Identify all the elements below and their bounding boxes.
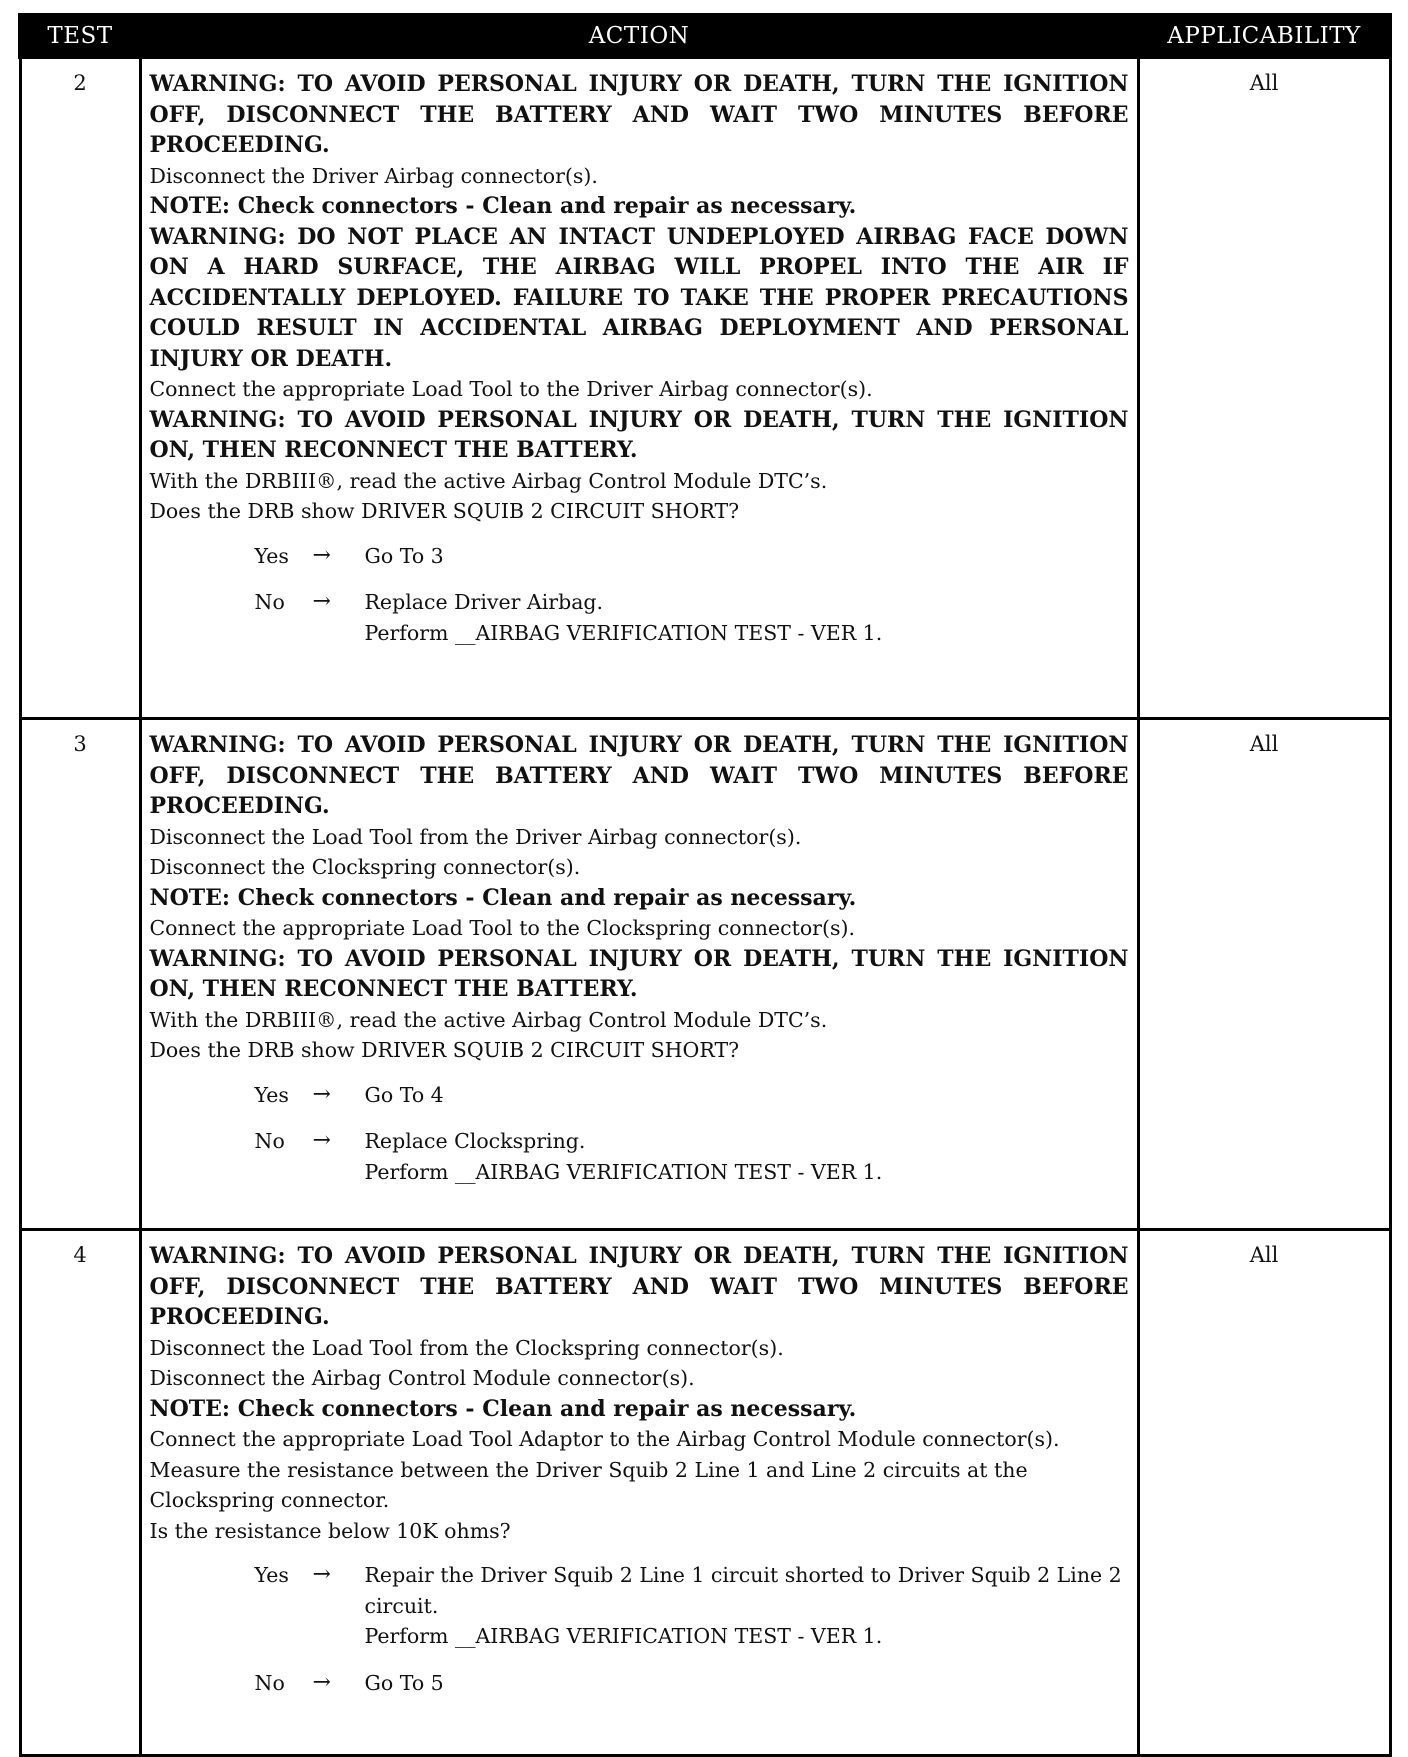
answer-result-line: Go To 3 <box>364 543 444 568</box>
answer-result-line: Replace Clockspring. <box>364 1129 586 1153</box>
table-row <box>20 57 1390 719</box>
answer-item <box>255 1080 1129 1111</box>
answer-label: Yes <box>254 543 289 568</box>
answer-label: No <box>254 1129 285 1153</box>
warning-text: WARNING: TO AVOID PERSONAL INJURY OR DEATH, TURN THE IGNITION ON, THEN RECONNECT THE BATTERY. <box>149 406 1129 463</box>
header-action: ACTION <box>140 15 1138 57</box>
instruction-text: Disconnect the Load Tool from the Clockspring connector(s). <box>149 1335 784 1360</box>
instruction-text: Connect the appropriate Load Tool to the Clockspring connector(s). <box>149 916 856 940</box>
answer-list <box>150 541 1129 649</box>
answer-result <box>365 1560 1129 1652</box>
note-text: NOTE: Check connectors - Clean and repair as necessary. <box>149 1395 857 1422</box>
arrow-right-icon: → <box>312 589 331 614</box>
warning-text: WARNING: DO NOT PLACE AN INTACT UNDEPLOYED AIRBAG FACE DOWN ON A HARD SURFACE, THE AIRBAG WILL PROPEL INTO THE AIR IF ACCIDENTALLY DEPLOYED. FAILURE TO TAKE THE PROPER PRECAUTIONS COULD RESULT IN ACCIDENTAL AIRBAG DEPLOYMENT AND PERSONAL INJURY OR DEATH. <box>149 223 1129 372</box>
answer-result-line: Perform __AIRBAG VERIFICATION TEST - VER 1. <box>364 1159 883 1184</box>
arrow-right-icon: → <box>312 1562 331 1587</box>
answer-item <box>255 1668 1129 1699</box>
arrow-right-icon: → <box>312 542 331 568</box>
instruction-text: Is the resistance below 10K ohms? <box>149 1518 511 1543</box>
answer-result <box>365 587 1129 648</box>
answer-item <box>255 587 1129 648</box>
applicability-value: All <box>1138 719 1390 1230</box>
applicability-value: All <box>1138 1230 1390 1756</box>
answer-result <box>365 541 1129 572</box>
answer-item <box>255 1126 1129 1187</box>
warning-text: WARNING: TO AVOID PERSONAL INJURY OR DEATH, TURN THE IGNITION OFF, DISCONNECT THE BATTERY AND WAIT TWO MINUTES BEFORE PROCEEDING. <box>149 1243 1129 1330</box>
answer-result-line: Go To 5 <box>364 1670 444 1695</box>
header-test: TEST <box>20 15 140 57</box>
instruction-text: With the DRBIII®, read the active Airbag Control Module DTC’s. <box>149 468 828 493</box>
instruction-text: Connect the appropriate Load Tool to the Driver Airbag connector(s). <box>149 377 873 401</box>
instruction-text: Disconnect the Load Tool from the Driver Airbag connector(s). <box>149 824 802 849</box>
answer-result <box>365 1668 1129 1699</box>
action-cell <box>140 57 1138 719</box>
arrow-right-icon: → <box>312 1128 331 1153</box>
answer-label: Yes <box>254 1082 289 1107</box>
answer-result <box>365 1126 1129 1187</box>
answer-list <box>150 1560 1129 1698</box>
answer-label: No <box>254 590 285 614</box>
note-text: NOTE: Check connectors - Clean and repair as necessary. <box>149 193 857 219</box>
test-number: 4 <box>20 1230 140 1756</box>
action-cell <box>140 1230 1138 1756</box>
instruction-text: Disconnect the Driver Airbag connector(s). <box>149 163 598 188</box>
answer-result-line: Go To 4 <box>364 1082 444 1107</box>
table-row <box>20 1230 1390 1756</box>
warning-text: WARNING: TO AVOID PERSONAL INJURY OR DEATH, TURN THE IGNITION ON, THEN RECONNECT THE BATTERY. <box>149 945 1129 1002</box>
arrow-right-icon: → <box>312 1669 331 1695</box>
instruction-text: Disconnect the Airbag Control Module connector(s). <box>149 1366 695 1390</box>
answer-item <box>255 541 1129 572</box>
answer-label: No <box>254 1670 285 1695</box>
instruction-text: Measure the resistance between the Driver Squib 2 Line 1 and Line 2 circuits at the Clockspring connector. <box>149 1457 1028 1512</box>
arrow-right-icon: → <box>312 1081 331 1107</box>
instruction-text: Disconnect the Clockspring connector(s). <box>149 855 581 879</box>
answer-item <box>255 1560 1129 1652</box>
answer-result <box>365 1080 1129 1111</box>
instruction-text: With the DRBIII®, read the active Airbag Control Module DTC’s. <box>149 1007 828 1032</box>
header-applicability: APPLICABILITY <box>1138 15 1390 57</box>
diagnostic-table <box>18 13 1392 1757</box>
table-row <box>20 719 1390 1230</box>
table-header <box>20 15 1390 57</box>
warning-text: WARNING: TO AVOID PERSONAL INJURY OR DEATH, TURN THE IGNITION OFF, DISCONNECT THE BATTERY AND WAIT TWO MINUTES BEFORE PROCEEDING. <box>149 71 1129 158</box>
action-cell <box>140 719 1138 1230</box>
note-text: NOTE: Check connectors - Clean and repair as necessary. <box>149 884 857 911</box>
instruction-text: Does the DRB show DRIVER SQUIB 2 CIRCUIT SHORT? <box>149 1038 740 1062</box>
instruction-text: Does the DRB show DRIVER SQUIB 2 CIRCUIT SHORT? <box>149 499 740 523</box>
test-number: 2 <box>20 57 140 719</box>
answer-list <box>150 1080 1129 1188</box>
table-body <box>20 57 1390 1756</box>
answer-result-line: Perform __AIRBAG VERIFICATION TEST - VER 1. <box>364 620 883 645</box>
answer-result-line: Perform __AIRBAG VERIFICATION TEST - VER 1. <box>364 1624 883 1648</box>
instruction-text: Connect the appropriate Load Tool Adaptor to the Airbag Control Module connector(s). <box>149 1427 1060 1451</box>
test-number: 3 <box>20 719 140 1230</box>
answer-result-line: Replace Driver Airbag. <box>364 590 604 614</box>
applicability-value: All <box>1138 57 1390 719</box>
answer-result-line: Repair the Driver Squib 2 Line 1 circuit shorted to Driver Squib 2 Line 2 circuit. <box>364 1563 1122 1618</box>
answer-label: Yes <box>254 1563 289 1587</box>
warning-text: WARNING: TO AVOID PERSONAL INJURY OR DEATH, TURN THE IGNITION OFF, DISCONNECT THE BATTERY AND WAIT TWO MINUTES BEFORE PROCEEDING. <box>149 732 1129 819</box>
